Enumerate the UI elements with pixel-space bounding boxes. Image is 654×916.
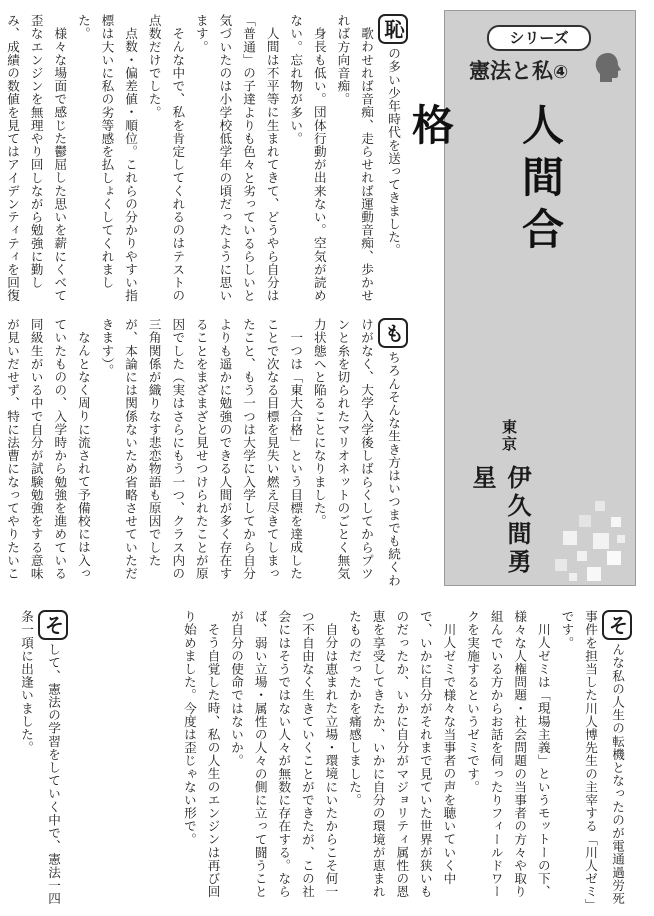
paragraph: 様々な場面で感じた鬱屈した思いを薪にくべて歪なエンジンを無理やり回しながら勉強に勤しみ、成績の数値を見てはアイデンティティを回復 xyxy=(5,14,68,303)
paragraph-text: ちろんそんな生き方はいつまでも続くわけがなく、大学入学後しばらくしてからプツンと糸を切られたマリオネットのごとく無気力状態へと陥ることになりました。 xyxy=(311,318,401,587)
drop-cap-so: そ xyxy=(602,610,632,640)
drop-cap-mo: も xyxy=(378,318,408,348)
paragraph xyxy=(307,318,408,590)
drop-cap-so-2: そ xyxy=(38,610,68,640)
title-panel xyxy=(406,10,636,586)
paragraph-text: んな私の人生の転機となったのが電通過労死事件を担当した川人博先生の主宰する「川人ゼミ」です。 xyxy=(559,610,625,905)
author-name: 伊久間勇星 xyxy=(468,465,531,577)
series-title: 憲法と私 xyxy=(469,59,553,83)
paragraph: 川人ゼミは「現場主義」というモットーの下、様々な人権問題・社会問題の当事者の方々や取り組んでいる方からお話を伺ったりフィールドワークを実施するというゼミです。 xyxy=(465,610,551,899)
paragraph: そう自覚した時、私の人生のエンジンは再び回り始めました。今度は歪じゃない形で。 xyxy=(181,610,221,898)
section-mo xyxy=(5,318,408,590)
drop-cap-haji: 恥 xyxy=(378,14,408,44)
paragraph: 人間は不平等に生まれてきて、どうやら自分は「普通」の子達よりも色々と劣っているらしいと気づいたのは小学校低学年の頃だったように思います。 xyxy=(193,14,280,303)
series-header xyxy=(461,19,625,99)
section-haji xyxy=(5,14,408,304)
paragraph: 身長も低い。団体行動が出来ない。空気が読めない。忘れ物が多い。 xyxy=(288,14,327,302)
head-silhouette-icon xyxy=(593,51,623,85)
paragraph: 自分は恵まれた立場・環境にいたからこそ何一つ不自由なく生きていくことができたが、この社会にはそうではない人々が無数に存在する。ならば、弱い立場・属性の人々の側に立って闘うことが自分の使命ではないか。 xyxy=(229,610,339,899)
paragraph xyxy=(378,14,408,304)
section-so-2 xyxy=(14,610,68,906)
series-number: ④ xyxy=(553,62,569,83)
section-so-1 xyxy=(108,610,632,906)
paragraph: なんとなく周りに流されて予備校には入っていたものの、入学時から勉強を進めている同級生がいる中で自分が試験勉強をする意味が見いだせず、特に法曹になってやりたいこ xyxy=(5,318,91,580)
series-tag: シリーズ xyxy=(487,25,591,51)
paragraph-text: の多い少年時代を送ってきました。 xyxy=(386,47,401,257)
paragraph: 点数・偏差値・順位。これらの分かりやすい指標は大いに私の劣等感を払しょくしてくれました。 xyxy=(75,14,139,302)
article-title: 人間合格 xyxy=(406,103,565,259)
paragraph: 歌わせれば音痴、走らせれば運動音痴、歩かせれば方向音痴。 xyxy=(335,14,374,302)
paragraph: 一つは「東大合格」という目標を達成したことで次なる目標を見失い燃え尽きてしまったこと、もう一つは大学に入学してから自分よりも遥かに勉強のできる人間が多く存在することをまざまざと見せつけられたことが原因でした（実はさらにもう一つ、クラス内の三角関係が織りなす悲恋物語も原因でしたが、本論には関係ないため省略させていただきます）。 xyxy=(99,318,304,580)
paragraph: 川人ゼミで様々な当事者の声を聴いていく中で、いかに自分がそれまで見ていた世界が狭いものだったか、いかに自分がマジョリティ属性の恩恵を享受してきたか、いかに自分の環境が恵まれたものだったかを痛感しました。 xyxy=(347,610,457,899)
author-location: 東京 xyxy=(500,419,518,453)
paragraph xyxy=(14,610,68,906)
paragraph: そんな中で、私を肯定してくれるのはテストの点数だけでした。 xyxy=(146,14,186,302)
paragraph-text: して、憲法の学習をしていく中で、憲法一四条一項に出逢いました。 xyxy=(19,610,61,905)
series-name xyxy=(469,55,568,85)
paragraph xyxy=(555,610,632,906)
